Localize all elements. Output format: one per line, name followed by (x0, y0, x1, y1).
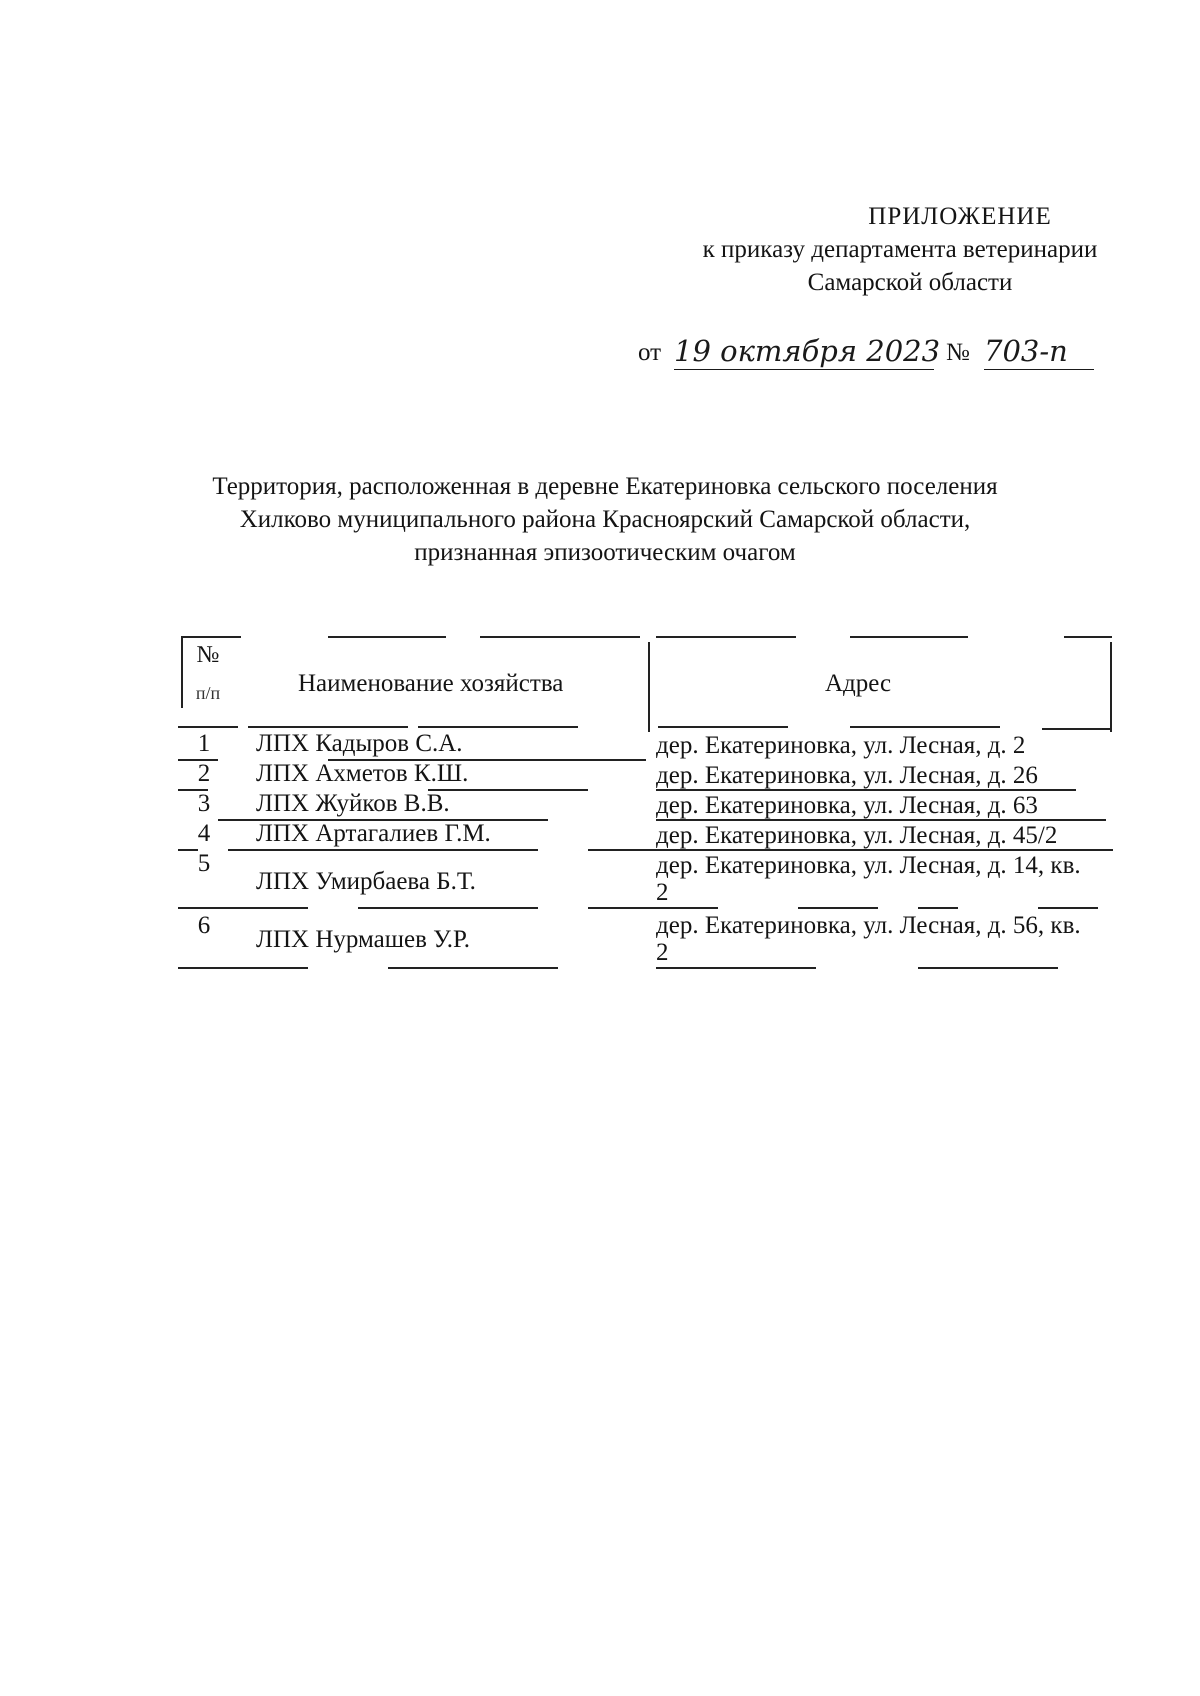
table-row (178, 790, 1113, 820)
table-border (658, 726, 788, 728)
table-border (656, 636, 796, 638)
row-number: 3 (197, 790, 211, 817)
table-border (1110, 642, 1112, 732)
row-number: 5 (197, 850, 211, 877)
order-number-handwritten: 703-п (984, 333, 1094, 370)
table-border (480, 636, 640, 638)
row-farm-name: ЛПХ Жуйков В.В. (256, 790, 450, 817)
table-border (181, 636, 241, 638)
appendix-region: Самарской области (807, 269, 1013, 296)
row-address: дер. Екатериновка, ул. Лесная, д. 63 (656, 792, 1038, 819)
row-number: 1 (197, 730, 211, 757)
table-row (178, 908, 1113, 966)
header-number-label: № (196, 642, 220, 668)
table-row (178, 820, 1113, 850)
table-border (388, 967, 558, 969)
order-from-label: от (638, 339, 662, 366)
row-number: 2 (197, 760, 211, 787)
row-farm-name: ЛПХ Умирбаева Б.Т. (256, 868, 476, 895)
row-number: 4 (197, 820, 211, 847)
order-date-handwritten: 19 октября 2023 (674, 334, 941, 368)
table-border (1042, 728, 1112, 730)
table-border (248, 726, 408, 728)
farms-table (178, 630, 1113, 966)
appendix-title: ПРИЛОЖЕНИЕ (868, 203, 1052, 230)
row-address: дер. Екатериновка, ул. Лесная, д. 56, кв. 2 (656, 912, 1081, 966)
table-border (656, 967, 816, 969)
row-farm-name: ЛПХ Нурмашев У.Р. (256, 926, 471, 953)
table-row (178, 730, 1113, 760)
row-address: дер. Екатериновка, ул. Лесная, д. 26 (656, 762, 1038, 789)
row-address: дер. Екатериновка, ул. Лесная, д. 45/2 (656, 822, 1058, 849)
order-number-label: № (946, 339, 970, 366)
document-heading (160, 470, 1050, 569)
table-border (418, 726, 578, 728)
table-border (850, 726, 1000, 728)
table-header (178, 630, 1113, 730)
row-address: дер. Екатериновка, ул. Лесная, д. 2 (656, 732, 1026, 759)
table-border (328, 636, 446, 638)
table-row (178, 850, 1113, 908)
appendix-reference: к приказу департамента ветеринарии (702, 236, 1098, 263)
table-border (178, 726, 238, 728)
row-farm-name: ЛПХ Ахметов К.Ш. (256, 760, 469, 787)
table-border (1064, 636, 1112, 638)
table-border (918, 967, 1058, 969)
header-number-sub: п/п (195, 683, 221, 703)
appendix-block (600, 200, 1180, 299)
header-number (178, 642, 238, 704)
row-address: дер. Екатериновка, ул. Лесная, д. 14, кв. 2 (656, 852, 1081, 906)
header-address: Адрес (824, 670, 892, 697)
heading-line-3: признанная эпизоотическим очагом (414, 539, 796, 566)
header-farm-name: Наименование хозяйства (298, 670, 564, 697)
row-number: 6 (197, 912, 211, 939)
table-row (178, 760, 1113, 790)
table-border (178, 967, 308, 969)
row-farm-name: ЛПХ Артагалиев Г.М. (256, 820, 491, 847)
heading-line-1: Территория, расположенная в деревне Екатериновка сельского поселения (212, 473, 998, 500)
table-border (850, 636, 968, 638)
heading-line-2: Хилково муниципального района Красноярский Самарской области, (239, 506, 971, 533)
row-farm-name: ЛПХ Кадыров С.А. (256, 730, 463, 757)
